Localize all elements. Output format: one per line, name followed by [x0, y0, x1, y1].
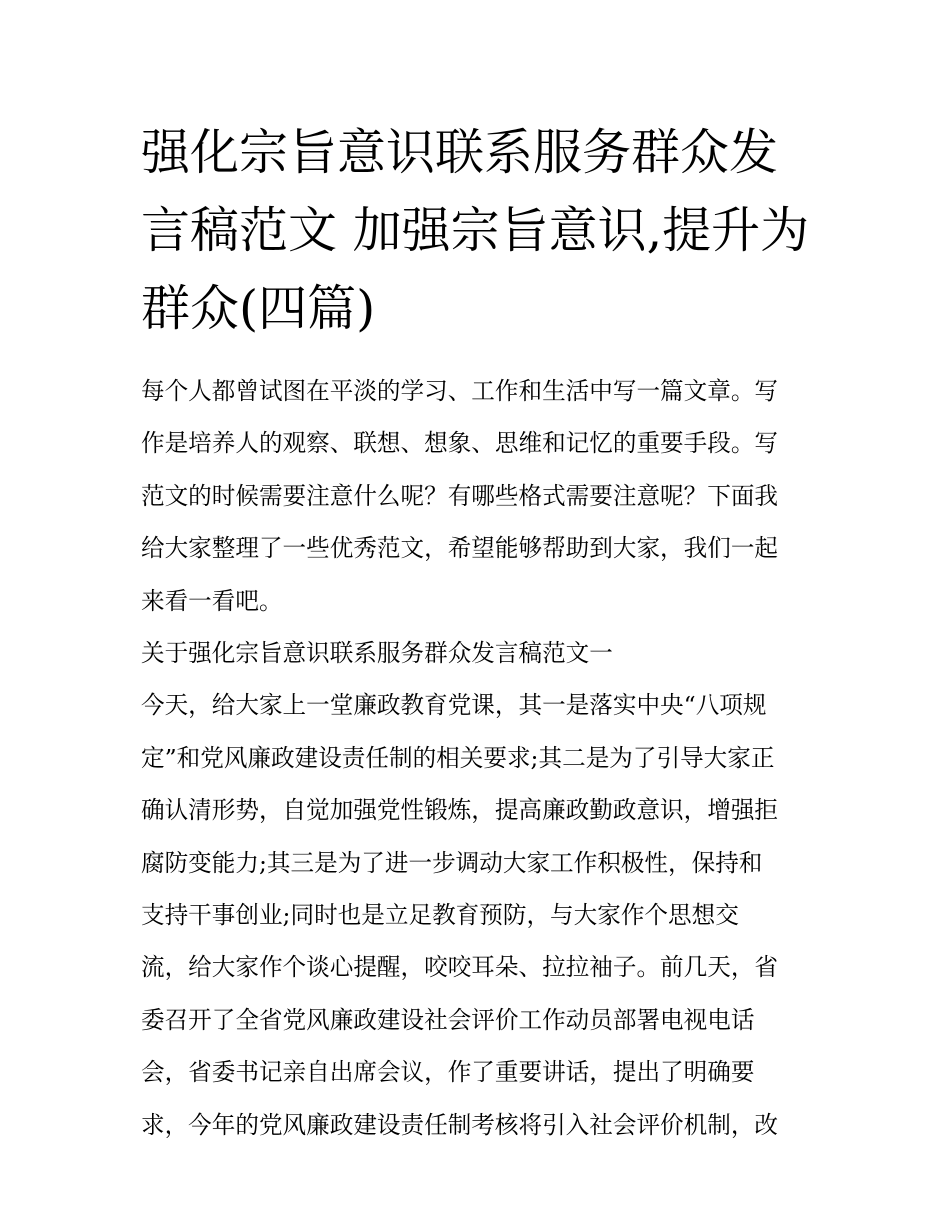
text-line: 求，今年的党风廉政建设责任制考核将引入社会评价机制，改	[141, 1110, 779, 1139]
text-line: 确认清形势，自觉加强党性锻炼，提高廉政勤政意识，增强拒	[141, 796, 779, 825]
document-title	[141, 114, 811, 348]
document-content	[141, 114, 811, 1151]
text-line: 范文的时候需要注意什么呢？有哪些格式需要注意呢？下面我	[141, 481, 779, 510]
text-line: 腐防变能力;其三是为了进一步调动大家工作积极性，保持和	[141, 848, 763, 877]
section-heading	[141, 627, 811, 679]
title-line: 强化宗旨意识联系服务群众发	[141, 124, 779, 181]
text-line: 给大家整理了一些优秀范文，希望能够帮助到大家，我们一起	[141, 534, 779, 563]
title-line: 群众(四篇)	[141, 280, 376, 337]
text-line: 会，省委书记亲自出席会议，作了重要讲话，提出了明确要	[141, 1058, 755, 1087]
text-line: 委召开了全省党风廉政建设社会评价工作动员部署电视电话	[141, 1005, 755, 1034]
text-line: 作是培养人的观察、联想、想象、思维和记忆的重要手段。写	[141, 429, 779, 458]
intro-paragraph	[141, 365, 811, 627]
section-heading-text: 关于强化宗旨意识联系服务群众发言稿范文一	[141, 639, 613, 668]
text-line: 来看一看吧。	[141, 586, 283, 615]
text-line: 支持干事创业;同时也是立足教育预防，与大家作个思想交	[141, 901, 739, 930]
title-line: 言稿范文 加强宗旨意识,提升为	[141, 202, 810, 259]
text-line: 定”和党风廉政建设责任制的相关要求;其二是为了引导大家正	[141, 743, 775, 772]
body-paragraph	[141, 679, 811, 1151]
text-line: 每个人都曾试图在平淡的学习、工作和生活中写一篇文章。写	[141, 377, 779, 405]
document-body	[141, 365, 811, 1151]
text-line: 流，给大家作个谈心提醒，咬咬耳朵、拉拉袖子。前几天，省	[141, 953, 779, 982]
text-line: 今天，给大家上一堂廉政教育党课，其一是落实中央“八项规	[141, 691, 767, 720]
